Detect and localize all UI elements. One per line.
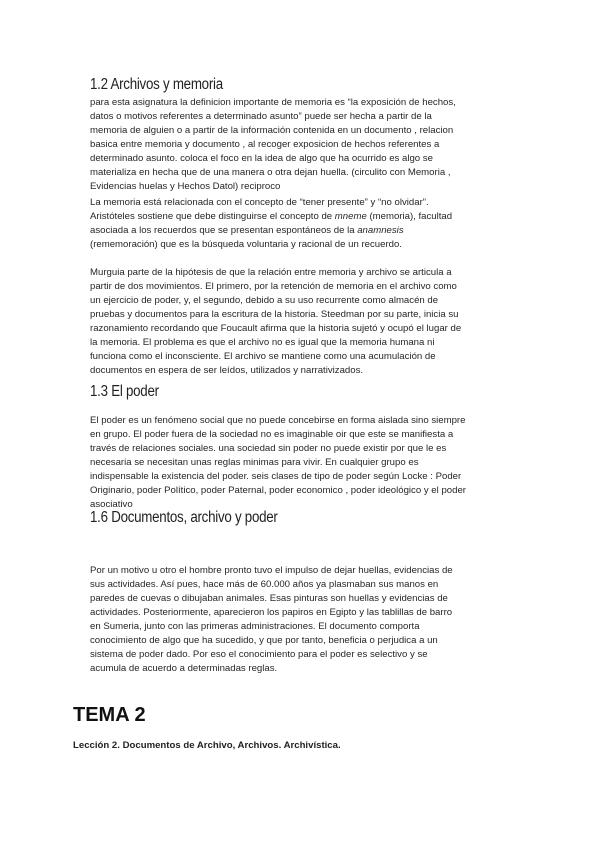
text-line: conocimiento de algo que ha sucedido, y que por tanto, beneficia o perjudica a un <box>90 635 438 646</box>
text-line: Aristóteles sostiene que debe distinguirse el concepto de mneme (memoria), facultad <box>90 211 453 222</box>
text-line: Por un motivo u otro el hombre pronto tuvo el impulso de dejar huellas, evidencias de <box>90 565 453 576</box>
text-line: (rememoración) que es la búsqueda voluntaria y racional de un recuerdo. <box>90 239 402 250</box>
text-line: en grupo. El poder fuera de la sociedad no es imaginable oir que este se manifiesta a <box>90 429 454 440</box>
paragraph-documentos <box>90 564 530 676</box>
text-line: Evidencias huelas y Hechos Datol) reciproco <box>90 181 281 192</box>
text-line: actividades. Posteriormente, aparecieron los papiros en Egipto y las tablillas de barro <box>90 607 453 618</box>
text-line: asociativo <box>90 499 133 510</box>
text-line: través de relaciones sociales. una sociedad sin poder no puede existir por que le es <box>90 443 447 454</box>
term-anamnesis: anamnesis <box>357 225 404 236</box>
text-line: basica entre memoria y documento , al recoger exposicion de hechos referentes a <box>90 139 440 150</box>
text-line: sistema de poder dado. Por eso el conocimiento para el poder es selectivo y se <box>90 649 428 660</box>
text-line: para esta asignatura la definicion importante de memoria es “la exposición de hechos, <box>90 97 456 108</box>
text-line: en Sumeria, junto con las primeras administraciones. El documento comporta <box>90 621 420 632</box>
paragraph-el-poder <box>90 414 530 512</box>
paragraph-murguia <box>90 266 530 378</box>
section-heading-documentos-archivo-poder: 1.6 Documentos, archivo y poder <box>90 509 278 526</box>
text-line: El poder es un fenómeno social que no puede concebirse en forma aislada sino siempre <box>90 415 466 426</box>
text-line: indispensable la existencia del poder. seis clases de tipo de poder según Locke : Poder <box>90 471 462 482</box>
text-line: sus actividades. Así pues, hace más de 60.000 años ya plasmaban sus manos en <box>90 579 439 590</box>
section-heading-el-poder: 1.3 El poder <box>90 383 159 400</box>
text-line: materializa en hecha que de una manera o otra dejan huella. (circulito con Memoria , <box>90 167 451 178</box>
text-line: pruebas y documentos para la escritura de la historia. Steedman por su parte, inicia su <box>90 309 459 320</box>
text-line: necesaria se necesitan unas reglas minimas para vivir. En cualquier grupo es <box>90 457 419 468</box>
paragraph-memoria-definicion <box>90 96 530 194</box>
text-line: memoria de alguien o a partir de la información contenida en un documento , relacion <box>90 125 454 136</box>
text-line: la memoria. El problema es que el archivo no es igual que la memoria humana ni <box>90 337 435 348</box>
text-line: partir de dos movimientos. El primero, por la retención de memoria en el archivo como <box>90 281 457 292</box>
text-line: un ejercicio de poder, y, el segundo, debido a su uso recurrente como almacén de <box>90 295 439 306</box>
tema-heading: TEMA 2 <box>73 704 146 726</box>
text-line: acumula de acuerdo a determinadas reglas. <box>90 663 278 674</box>
text-line: datos o motivos referentes a determinado asunto” puede ser hecha a partir de la <box>90 111 432 122</box>
text-line: La memoria está relacionada con el concepto de “tener presente” y “no olvidar”. <box>90 197 429 208</box>
text-line: asociada a los recuerdos que se presentan espontáneos de la anamnesis <box>90 225 404 236</box>
text-line: determinado asunto. coloca el foco en la idea de algo que ha ocurrido es algo se <box>90 153 433 164</box>
text-line: Murguia parte de la hipótesis de que la relación entre memoria y archivo se articula a <box>90 267 452 278</box>
term-mneme: mneme <box>334 211 367 222</box>
leccion-title: Lección 2. Documentos de Archivo, Archivos. Archivística. <box>73 740 341 751</box>
section-heading-archivos-memoria: 1.2 Archivos y memoria <box>90 76 223 93</box>
paragraph-memoria-aristoteles <box>90 196 530 252</box>
text-line: funciona como el inconsciente. El archivo se mantiene como una acumulación de <box>90 351 436 362</box>
text-line: documentos en espera de ser leídos, utilizados y narrativizados. <box>90 365 364 376</box>
text-line: razonamiento recordando que Foucault afirma que la historia sujetó y ocupó el lugar de <box>90 323 462 334</box>
text-line: paredes de cuevas o dibujaban animales. Esas pinturas son huellas y evidencias de <box>90 593 448 604</box>
text-line: Originario, poder Político, poder Paternal, poder economico , poder ideológico y el poder <box>90 485 466 496</box>
